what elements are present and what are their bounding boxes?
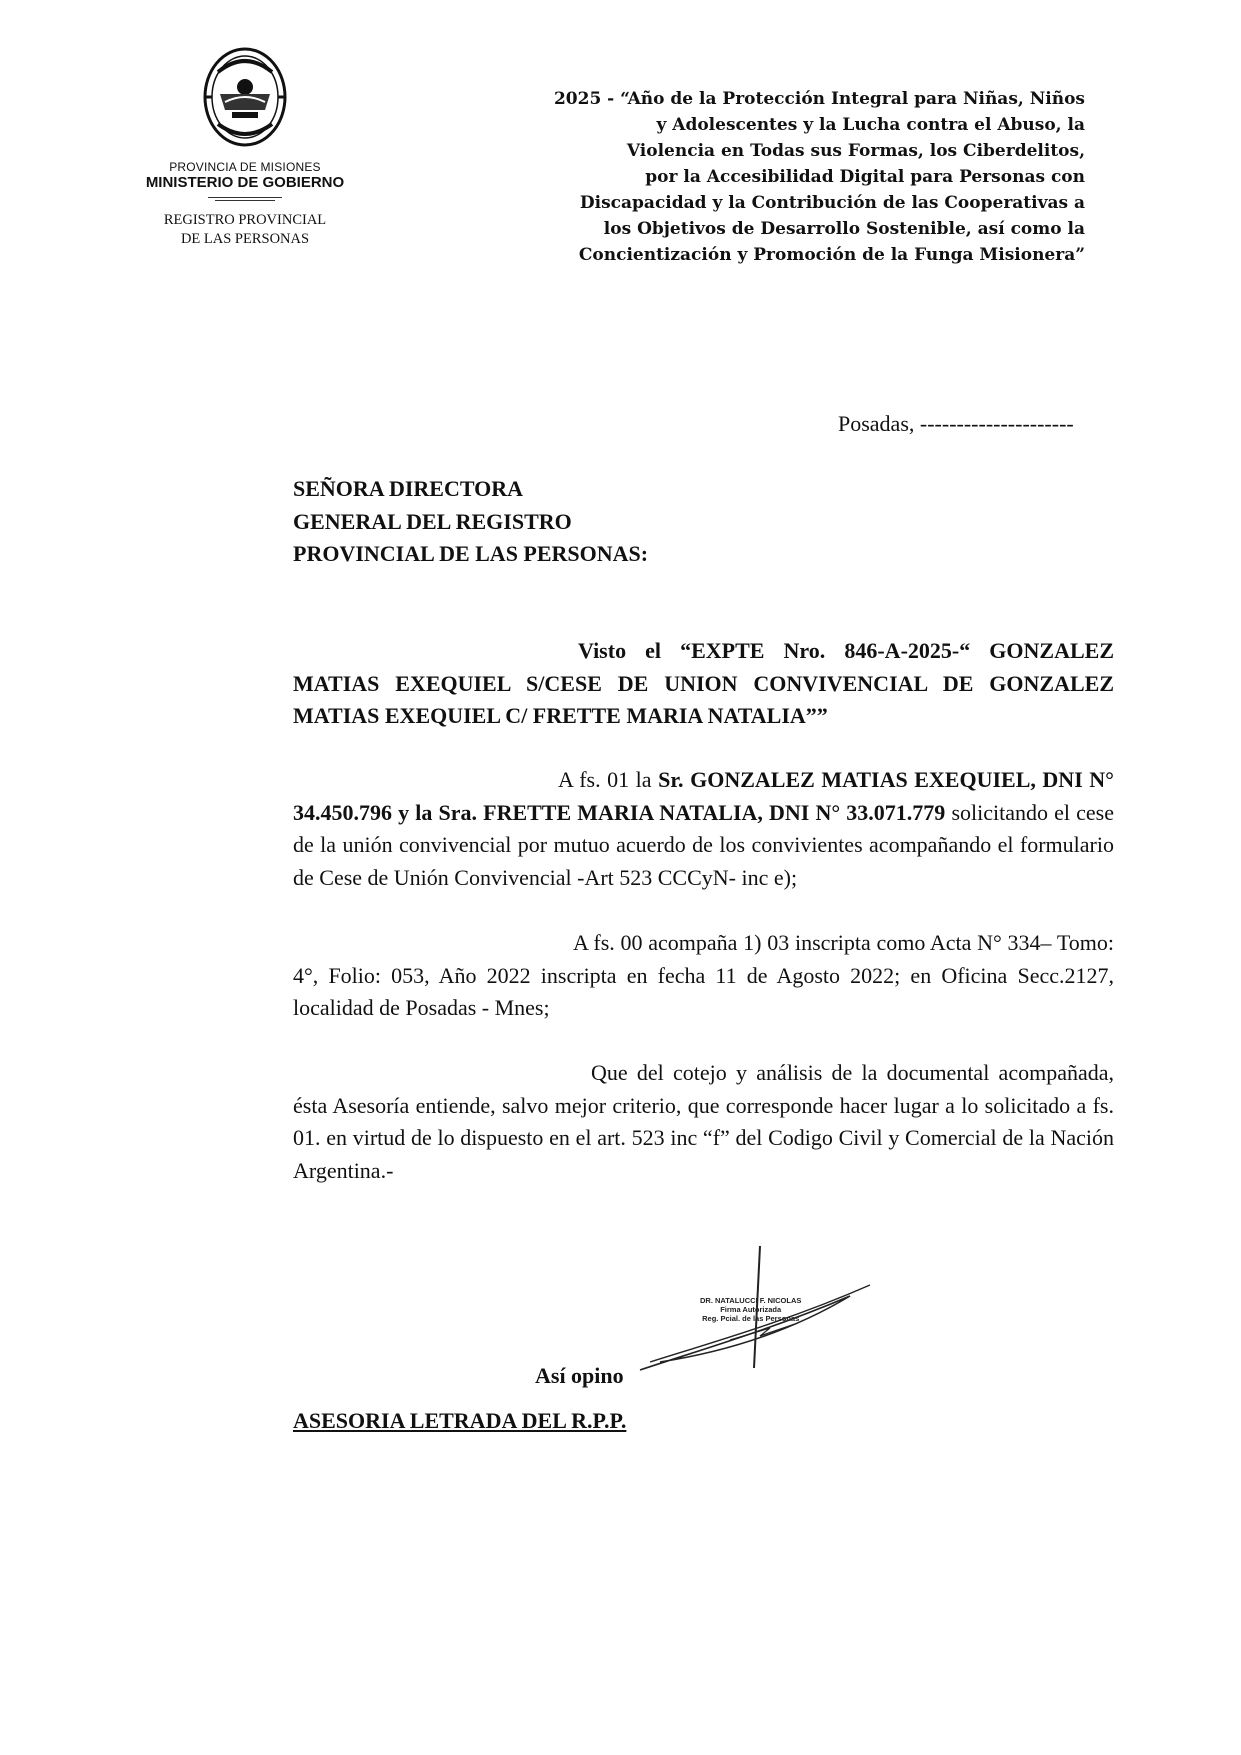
registry-line-2: DE LAS PERSONAS (180, 231, 310, 247)
paragraph-text: A fs. 00 acompaña 1) 03 inscripta como Acta N° 334– Tomo: 4°, Folio: 053, Año 2022 inscripta en fecha 11 de Agosto 2022; en Oficina Secc.2127, localidad de Posadas - Mnes; (293, 930, 1114, 1020)
stamp-line: Reg. Pcial. de las Personas (702, 1314, 800, 1323)
motto-line: y Adolescentes y la Lucha contra el Abuso, la (656, 115, 1085, 135)
motto-line: por la Accesibilidad Digital para Personas con (645, 167, 1085, 187)
institution-header (120, 42, 370, 249)
closing-phrase: Así opino (535, 1363, 624, 1388)
motto-line: Violencia en Todas sus Formas, los Ciberdelitos, (626, 141, 1085, 161)
paragraph-fs01 (293, 764, 1114, 894)
addressee-line: PROVINCIAL DE LAS PERSONAS: (293, 541, 649, 566)
motto-line: Concientización y Promoción de la Funga Misionera” (578, 245, 1085, 265)
signature-block: ASESORIA LETRADA DEL R.P.P. (293, 1408, 627, 1433)
paragraph-rest: solicitando el cese de la unión convivencial por mutuo acuerdo de los convivientes acompañando el formulario de Cese de Unión Convivencial -Art 523 CCCyN- inc e); (293, 799, 1114, 890)
addressee (293, 473, 648, 571)
visto-paragraph (293, 635, 1114, 733)
place-date: Posadas, --------------------- (838, 411, 1074, 436)
stamp-line: DR. NATALUCCI F. NICOLAS (700, 1296, 802, 1305)
paragraph-opinion (293, 1057, 1114, 1187)
ministry-name: MINISTERIO DE GOBIERNO (145, 174, 345, 191)
year-motto (455, 86, 1085, 268)
motto-line: 2025 - “Año de la Protección Integral para Niñas, Niños (553, 89, 1085, 109)
motto-line: los Objetivos de Desarrollo Sostenible, así como la (603, 219, 1085, 239)
signature-stamp (700, 1296, 801, 1323)
parties-identification: Sr. GONZALEZ MATIAS EXEQUIEL, DNI N° 34.450.796 y la Sra. FRETTE MARIA NATALIA, DNI N° 33.071.779 (293, 767, 1114, 825)
visto-text: Visto el “EXPTE Nro. 846-A-2025-“ GONZALEZ MATIAS EXEQUIEL S/CESE DE UNION CONVIVENCIAL DE GONZALEZ MATIAS EXEQUIEL C/ FRETTE MARIA NATALIA”” (293, 638, 1114, 728)
divider (215, 200, 275, 201)
paragraph-fs00 (293, 927, 1114, 1025)
provincial-seal-icon (190, 42, 300, 152)
registry-line-1: REGISTRO PROVINCIAL (163, 212, 327, 228)
stamp-line: Firma Autorizada (720, 1305, 782, 1314)
divider (208, 197, 282, 198)
motto-line: Discapacidad y la Contribución de las Cooperativas a (579, 193, 1085, 213)
paragraph-text: Que del cotejo y análisis de la documental acompañada, ésta Asesoría entiende, salvo mejor criterio, que corresponde hacer lugar a lo solicitado a fs. 01. en virtud de lo dispuesto en el art. 523 inc “f” del Codigo Civil y Comercial de la Nación Argentina.- (293, 1060, 1114, 1183)
province-name: PROVINCIA DE MISIONES (169, 160, 321, 174)
addressee-line: SEÑORA DIRECTORA (293, 476, 524, 501)
addressee-line: GENERAL DEL REGISTRO (293, 508, 572, 534)
paragraph-lead: A fs. 01 la (558, 767, 659, 792)
